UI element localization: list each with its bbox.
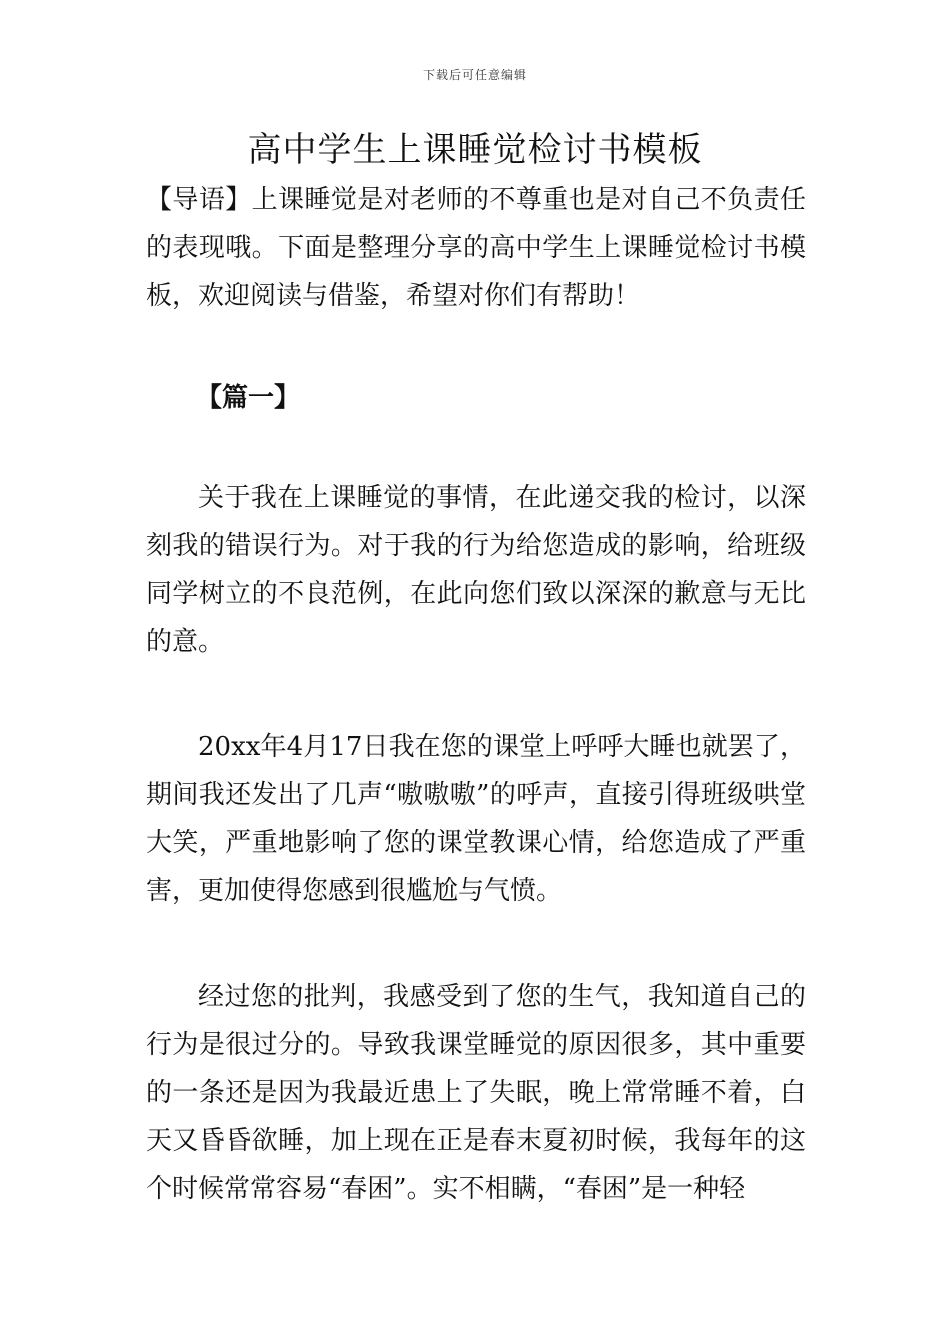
document-title: 高中学生上课睡觉检讨书模板 bbox=[247, 130, 703, 170]
intro-paragraph: 【导语】上课睡觉是对老师的不尊重也是对自己不负责任的表现哦。下面是整理分享的高中学生上课睡觉检讨书模板，欢迎阅读与借鉴，希望对你们有帮助！ bbox=[146, 185, 806, 311]
header-note: 下载后可任意编辑 bbox=[422, 68, 527, 82]
body-paragraph-2: 20xx年4月17日我在您的课堂上呼呼大睡也就罢了，期间我还发出了几声“嗷嗷嗷”的呼声，直接引得班级哄堂大笑，严重地影响了您的课堂教课心情，给您造成了严重害，更加使得您感到很尴尬与气愤。 bbox=[146, 732, 806, 906]
body-paragraph-1: 关于我在上课睡觉的事情，在此递交我的检讨，以深刻我的错误行为。对于我的行为给您造成的影响，给班级同学树立的不良范例，在此向您们致以深深的歉意与无比的意。 bbox=[146, 483, 806, 657]
section-heading: 【篇一】 bbox=[196, 383, 301, 413]
body-paragraph-3: 经过您的批判，我感受到了您的生气，我知道自己的行为是很过分的。导致我课堂睡觉的原因很多，其中重要的一条还是因为我最近患上了失眠，晚上常常睡不着，白天又昏昏欲睡，加上现在正是春末夏初时候，我每年的这个时候常常容易“春困”。实不相瞒，“春困”是一种轻 bbox=[146, 982, 806, 1204]
